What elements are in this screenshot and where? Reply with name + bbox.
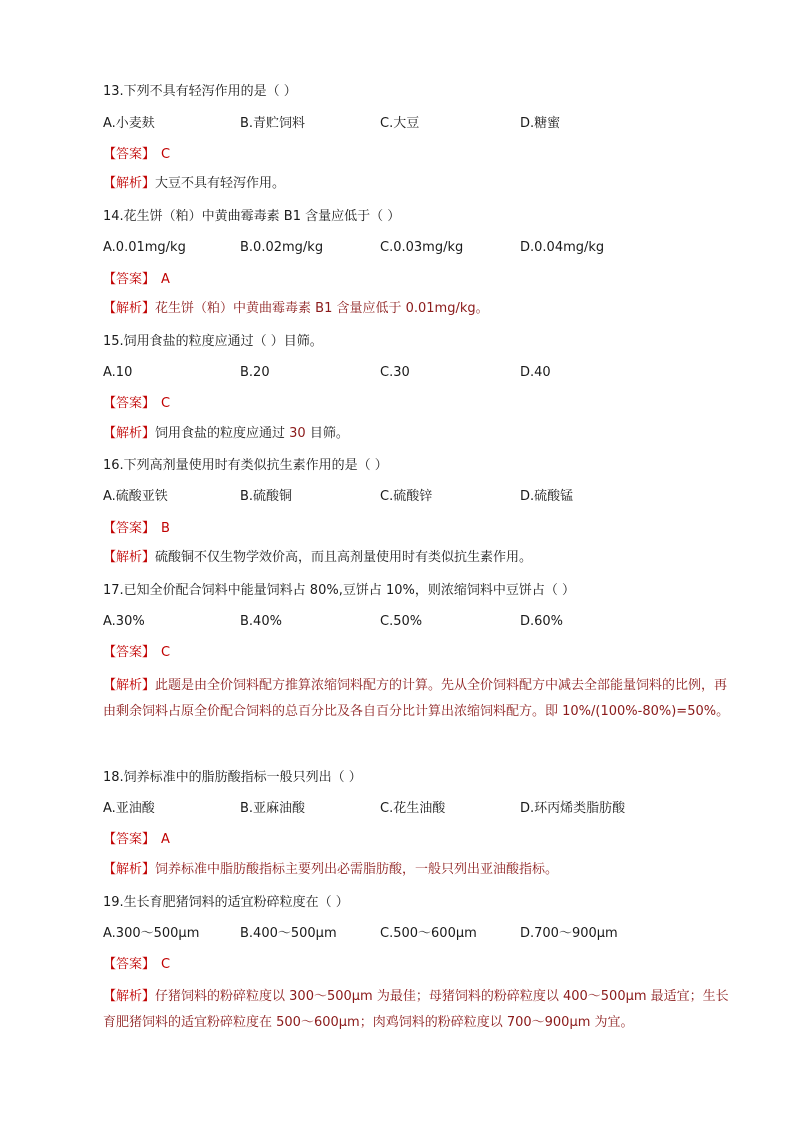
option-c: C.500～600μm [380,926,477,941]
answer-14 [103,270,170,290]
answer-value: C [161,957,171,972]
option-b: B.青贮饲料 [240,116,306,131]
answer-tag: 【答案】 [103,645,156,660]
analysis-tag: 【解析】 [103,678,156,693]
analysis-text [155,301,489,316]
analysis-tag: 【解析】 [103,426,156,441]
analysis-16 [103,545,733,571]
analysis-text [103,989,729,1030]
analysis-text [103,678,729,719]
analysis-text [155,550,532,565]
analysis-18 [103,857,733,883]
answer-15 [103,394,170,414]
option-b: B.20 [240,365,270,380]
analysis-segment: 30 [289,426,306,441]
options-13 [103,114,743,134]
option-b: B.0.02mg/kg [240,240,324,255]
option-a: A.10 [103,365,133,380]
question-stem-15: 15.饲用食盐的粒度应通过（ ）目筛。 [103,334,323,349]
option-a: A.硫酸亚铁 [103,489,168,504]
answer-value: A [161,832,170,847]
option-a: A.0.01mg/kg [103,240,186,255]
options-14 [103,238,743,258]
option-c: C.大豆 [380,116,420,131]
question-stem-17: 17.已知全价配合饲料中能量饲料占 80%,豆饼占 10%，则浓缩饲料中豆饼占（ ） [103,583,575,598]
analysis-segment: 花生饼（粕）中黄曲霉毒素 B1 含量应低于 0.01mg/kg。 [155,301,489,316]
option-b: B.硫酸铜 [240,489,293,504]
option-d: D.700～900μm [520,926,618,941]
answer-value: C [161,645,171,660]
option-c: C.50% [380,614,423,629]
analysis-segment: 大豆不具有轻泻作用。 [155,176,286,191]
answer-13 [103,145,170,165]
question-stem-14: 14.花生饼（粕）中黄曲霉毒素 B1 含量应低于（ ） [103,209,401,224]
analysis-text [155,862,558,877]
analysis-segment: 饲养标准中脂肪酸指标主要列出必需脂肪酸，一般只列出亚油酸指标。 [155,862,559,877]
answer-19 [103,955,170,975]
analysis-tag: 【解析】 [103,862,156,877]
options-16 [103,487,743,507]
answer-value: A [161,272,170,287]
option-b: B.亚麻油酸 [240,801,306,816]
question-stem-16: 16.下列高剂量使用时有类似抗生素作用的是（ ） [103,458,388,473]
analysis-text [155,426,349,441]
question-stem-19: 19.生长育肥猪饲料的适宜粉碎粒度在（ ） [103,895,349,910]
answer-value: C [161,147,171,162]
answer-tag: 【答案】 [103,957,156,972]
analysis-17 [103,673,733,725]
answer-18 [103,830,170,850]
option-a: A.亚油酸 [103,801,155,816]
answer-tag: 【答案】 [103,396,156,411]
answer-value: C [161,396,171,411]
analysis-segment: 目筛。 [305,426,349,441]
option-a: A.30% [103,614,145,629]
option-d: D.60% [520,614,564,629]
answer-17 [103,643,170,663]
analysis-text [155,176,285,191]
option-d: D.0.04mg/kg [520,240,605,255]
option-d: D.硫酸锰 [520,489,574,504]
question-stem-18: 18.饲养标准中的脂肪酸指标一般只列出（ ） [103,770,362,785]
option-a: A.300～500μm [103,926,200,941]
option-b: B.400～500μm [240,926,337,941]
analysis-tag: 【解析】 [103,301,156,316]
analysis-segment: 饲用食盐的粒度应通过 [155,426,290,441]
option-d: D.糖蜜 [520,116,561,131]
options-18 [103,799,743,819]
analysis-tag: 【解析】 [103,176,156,191]
option-b: B.40% [240,614,282,629]
answer-tag: 【答案】 [103,521,156,536]
analysis-19 [103,984,733,1036]
option-c: C.花生油酸 [380,801,446,816]
option-d: D.环丙烯类脂肪酸 [520,801,626,816]
answer-tag: 【答案】 [103,147,156,162]
analysis-segment: 此题是由全价饲料配方推算浓缩饲料配方的计算。先从全价饲料配方中减去全部能量饲料的比例，再由剩余饲料占原全价配合饲料的总百分比及各自百分比计算出浓缩饲料配方。即 10%/(100%-80%)=50%。 [103,678,730,719]
option-c: C.硫酸锌 [380,489,433,504]
answer-tag: 【答案】 [103,272,156,287]
option-c: C.0.03mg/kg [380,240,464,255]
option-d: D.40 [520,365,551,380]
analysis-14 [103,296,733,322]
analysis-13 [103,171,733,197]
answer-value: B [161,521,170,536]
options-19 [103,924,743,944]
analysis-tag: 【解析】 [103,550,156,565]
answer-16 [103,519,170,539]
analysis-15 [103,421,733,447]
options-15 [103,363,743,383]
analysis-segment: 仔猪饲料的粉碎粒度以 300～500μm 为最佳；母猪饲料的粉碎粒度以 400～500μm 最适宜；生长育肥猪饲料的适宜粉碎粒度在 500～600μm；肉鸡饲料的粉碎粒度以 700～900μm 为宜。 [103,989,729,1030]
answer-tag: 【答案】 [103,832,156,847]
analysis-segment: 硫酸铜不仅生物学效价高，而且高剂量使用时有类似抗生素作用。 [155,550,533,565]
options-17 [103,612,743,632]
option-c: C.30 [380,365,410,380]
analysis-tag: 【解析】 [103,989,156,1004]
option-a: A.小麦麸 [103,116,155,131]
question-stem-13: 13.下列不具有轻泻作用的是（ ） [103,84,297,99]
